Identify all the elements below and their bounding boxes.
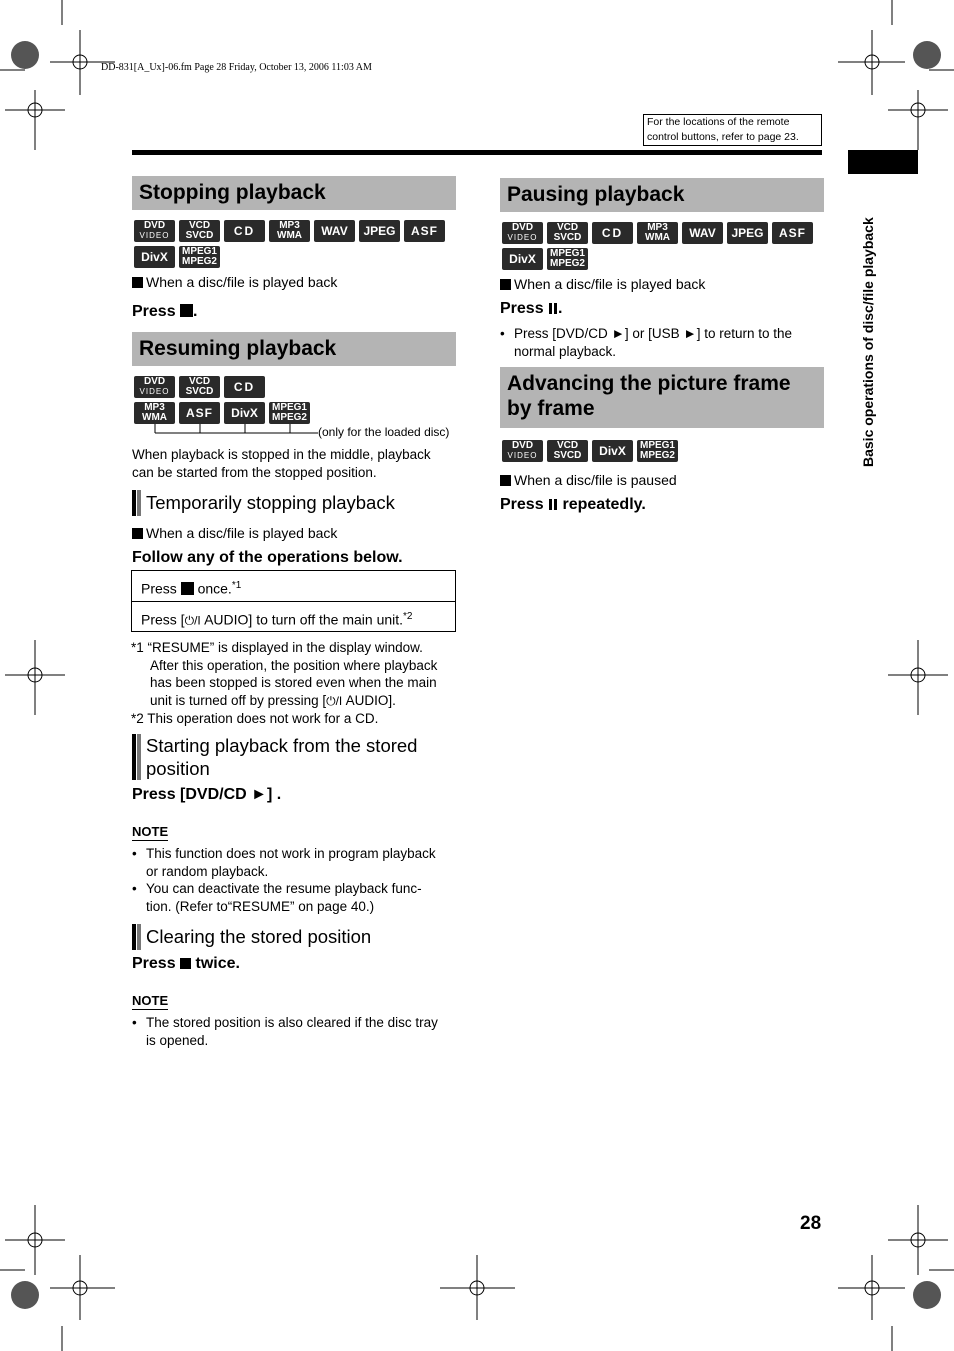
compatibility-badges-resuming-files (134, 402, 334, 424)
square-bullet-icon (132, 528, 143, 539)
badge-mpeg: MPEG1 MPEG2 (179, 246, 220, 268)
badge-dvd: DVD VIDEO (502, 440, 543, 462)
stop-icon (180, 958, 191, 969)
badge-divx: DivX (592, 440, 633, 462)
badge-wav: WAV (314, 220, 355, 242)
stop-icon (180, 304, 193, 317)
section-title-advancing: Advancing the picture frame by frame (500, 367, 824, 428)
remote-reference-box (643, 114, 822, 146)
note-item: • This function does not work in program playback or random playback. (132, 845, 456, 880)
operation-row-power: Press [⏻/I AUDIO] to turn off the main unit.$^{*2}$ (132, 601, 455, 631)
badge-mp3: MP3 WMA (269, 220, 310, 242)
footnote-1-line-3: has been stopped is stored even when the main (150, 675, 437, 690)
page-number: 28 (800, 1213, 822, 1234)
pause-icon (548, 499, 558, 510)
pausing-press-instruction: Press . (500, 300, 563, 317)
badge-asf: ASF (179, 402, 220, 424)
badge-cd: CD (592, 222, 633, 244)
temp-condition: When a disc/file is played back (132, 524, 337, 542)
badge-vcd: VCD SVCD (179, 220, 220, 242)
side-tab-label: Basic operations of disc/file playback (860, 217, 876, 467)
badge-wav: WAV (682, 222, 723, 244)
power-icon: ⏻/I (184, 613, 205, 628)
badge-asf: ASF (772, 222, 813, 244)
reference-line-2: control buttons, refer to page 23. (647, 131, 799, 143)
badge-jpeg: JPEG (727, 222, 768, 244)
subheading-starting-from-stored: Starting playback from the stored position (132, 734, 417, 780)
badge-divx: DivX (502, 248, 543, 270)
badge-mp3: MP3 WMA (637, 222, 678, 244)
follow-instruction: Follow any of the operations below. (132, 549, 403, 566)
section-title-pausing: Pausing playback (500, 178, 824, 212)
resuming-intro: When playback is stopped in the middle, playback can be started from the stopped position. (132, 447, 431, 480)
top-rule (132, 150, 822, 155)
tip-item: • Press [DVD/CD ►] or [USB ►] to return to the normal playback. (500, 325, 824, 360)
badge-jpeg: JPEG (359, 220, 400, 242)
note-list-1 (132, 845, 456, 915)
badge-dvd: DVD VIDEO (134, 220, 175, 242)
reference-line-1: For the locations of the remote (647, 116, 790, 128)
file-info-line: DD-831[A_Ux]-06.fm Page 28 Friday, October 13, 2006 11:03 AM (101, 62, 372, 73)
badge-dvd: DVD VIDEO (134, 376, 175, 398)
stop-icon (181, 582, 194, 595)
footnote-1-line-1: *1 “RESUME” is displayed in the display window. (131, 640, 423, 655)
badge-mpeg: MPEG1 MPEG2 (269, 402, 310, 424)
start-press-instruction: Press [DVD/CD ►] . (132, 786, 282, 803)
compatibility-badges-resuming (134, 376, 334, 398)
badge-mp3: MP3 WMA (134, 402, 175, 424)
operation-row-stop: Press once.$^{*1}$ (141, 580, 242, 597)
square-bullet-icon (132, 277, 143, 288)
compatibility-badges-stopping (134, 220, 456, 268)
section-title-resuming: Resuming playback (132, 332, 456, 366)
badge-vcd: VCD SVCD (547, 440, 588, 462)
square-bullet-icon (500, 279, 511, 290)
note-label-1: NOTE (132, 824, 169, 839)
operations-table (131, 570, 456, 632)
bracket-note: (only for the loaded disc) (318, 425, 450, 439)
badge-vcd: VCD SVCD (547, 222, 588, 244)
badge-mpeg: MPEG1 MPEG2 (637, 440, 678, 462)
power-icon: ⏻/I (326, 693, 346, 708)
note-item: • The stored position is also cleared if the disc tray is opened. (132, 1014, 456, 1049)
stopping-condition: When a disc/file is played back (132, 273, 337, 291)
advancing-press-instruction: Press repeatedly. (500, 496, 646, 513)
clear-press-instruction: Press twice. (132, 955, 240, 972)
compatibility-badges-pausing (502, 222, 824, 270)
pausing-condition: When a disc/file is played back (500, 275, 705, 293)
compatibility-badges-advancing (502, 440, 824, 462)
side-tab-marker (848, 150, 918, 174)
square-bullet-icon (500, 475, 511, 486)
badge-dvd: DVD VIDEO (502, 222, 543, 244)
section-title-stopping: Stopping playback (132, 176, 456, 210)
footnote-2: *2 This operation does not work for a CD. (131, 711, 379, 726)
badge-vcd: VCD SVCD (179, 376, 220, 398)
badge-divx: DivX (224, 402, 265, 424)
footnotes (131, 639, 456, 728)
badge-asf: ASF (404, 220, 445, 242)
badge-mpeg: MPEG1 MPEG2 (547, 248, 588, 270)
footnote-1-line-4: unit is turned off by pressing [⏻/I AUDIO]. (150, 692, 396, 708)
note-label-2: NOTE (132, 993, 169, 1008)
bracket-lines (150, 424, 320, 436)
badge-divx: DivX (134, 246, 175, 268)
note-list-2 (132, 1014, 456, 1049)
note-item: • You can deactivate the resume playback func- tion. (Refer to“RESUME” on page 40.) (132, 880, 456, 915)
pausing-tip (500, 325, 824, 360)
subheading-temporarily-stopping: Temporarily stopping playback (132, 490, 395, 516)
advancing-condition: When a disc/file is paused (500, 471, 677, 489)
badge-cd: CD (224, 376, 265, 398)
badge-cd: CD (224, 220, 265, 242)
pause-icon (548, 303, 558, 314)
stopping-press-instruction: Press . (132, 303, 198, 320)
subheading-clearing-stored: Clearing the stored position (132, 924, 371, 950)
footnote-1-line-2: After this operation, the position where playback (150, 657, 438, 673)
